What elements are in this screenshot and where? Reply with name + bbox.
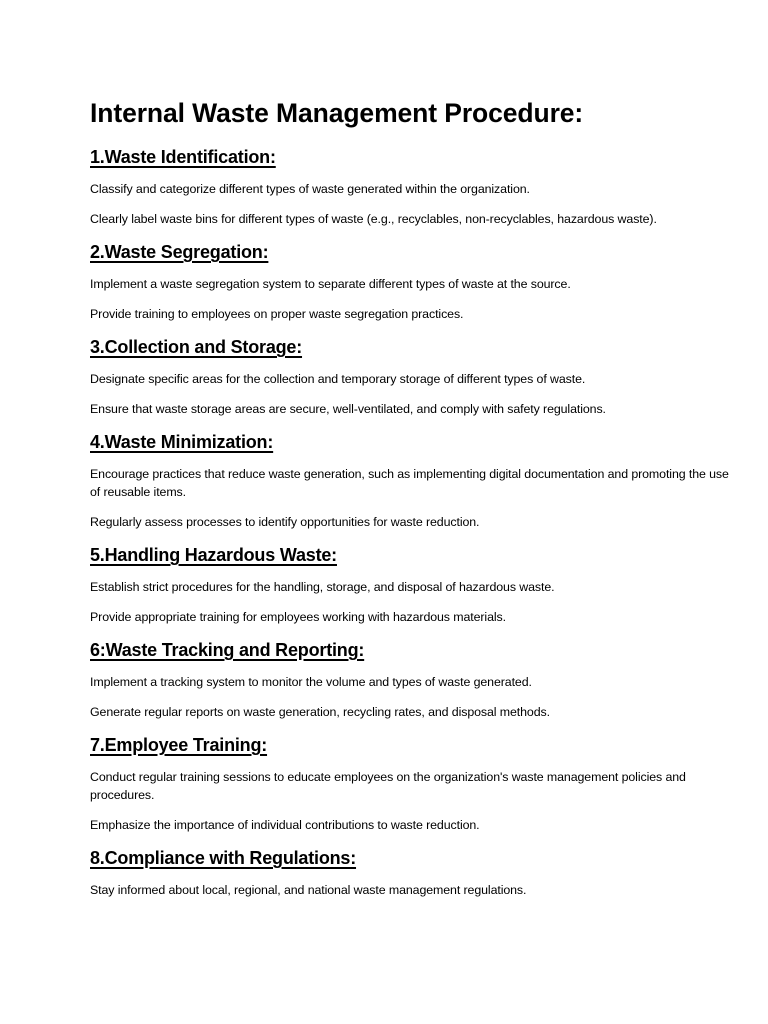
section-heading: 7.Employee Training: — [90, 735, 268, 755]
paragraph: Regularly assess processes to identify opportunities for waste reduction. — [90, 514, 480, 529]
section-heading: 5.Handling Hazardous Waste: — [90, 545, 337, 565]
paragraph: Ensure that waste storage areas are secure, well-ventilated, and comply with safety regulations. — [90, 401, 606, 416]
paragraph: Emphasize the importance of individual contributions to waste reduction. — [90, 817, 480, 832]
paragraph: Implement a waste segregation system to separate different types of waste at the source. — [90, 277, 571, 291]
section-waste-tracking-and-reporting — [90, 637, 730, 721]
paragraph: Designate specific areas for the collection and temporary storage of different types of waste. — [90, 372, 586, 386]
paragraph: Encourage practices that reduce waste generation, such as implementing digital documentation and promoting the use of reusable items. — [90, 467, 729, 499]
section-waste-minimization — [90, 429, 730, 531]
paragraph: Implement a tracking system to monitor the volume and types of waste generated. — [90, 675, 532, 689]
paragraph: Classify and categorize different types of waste generated within the organization. — [90, 182, 530, 196]
section-heading: 8.Compliance with Regulations: — [90, 848, 357, 868]
section-waste-segregation — [90, 239, 730, 323]
section-waste-identification — [90, 144, 730, 228]
paragraph: Conduct regular training sessions to educate employees on the organization's waste management policies and procedures. — [90, 770, 686, 802]
section-heading: 3.Collection and Storage: — [90, 337, 303, 357]
paragraph: Stay informed about local, regional, and national waste management regulations. — [90, 883, 527, 897]
section-heading: 4.Waste Minimization: — [90, 432, 274, 452]
section-handling-hazardous-waste — [90, 542, 730, 626]
paragraph: Establish strict procedures for the handling, storage, and disposal of hazardous waste. — [90, 580, 555, 594]
section-heading: 6:Waste Tracking and Reporting: — [90, 640, 365, 660]
section-collection-and-storage — [90, 334, 730, 418]
document-title: Internal Waste Management Procedure: — [90, 98, 584, 128]
paragraph: Provide appropriate training for employees working with hazardous materials. — [90, 609, 506, 624]
document-page — [90, 94, 730, 911]
paragraph: Clearly label waste bins for different types of waste (e.g., recyclables, non-recyclables, hazardous waste). — [90, 211, 657, 226]
paragraph: Generate regular reports on waste generation, recycling rates, and disposal methods. — [90, 704, 550, 719]
section-employee-training — [90, 732, 730, 834]
section-heading: 2.Waste Segregation: — [90, 242, 269, 262]
section-heading: 1.Waste Identification: — [90, 147, 276, 167]
paragraph: Provide training to employees on proper waste segregation practices. — [90, 306, 464, 321]
section-compliance-with-regulations — [90, 845, 730, 899]
